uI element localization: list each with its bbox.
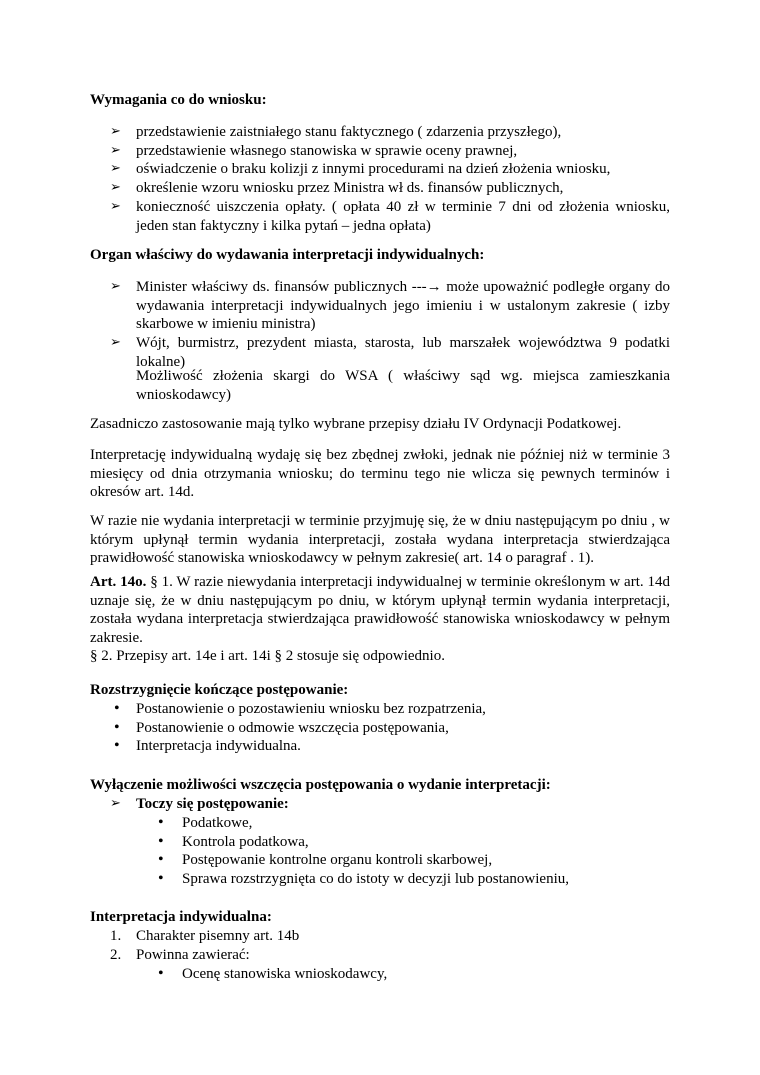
list-item: • Kontrola podatkowa, — [90, 833, 670, 852]
list-item: ➢ Toczy się postępowanie: — [90, 795, 670, 814]
list-item — [90, 927, 670, 946]
article-text: § 1. W razie niewydania interpretacji indywidualnej w terminie określonym w art. 14d uznaje się, że w dniu następującym po dniu, w którym upłynął termin wydania interpretacji, została wydana interpretacja stwierdzająca prawidłowość stanowiska wnioskodawcy w pełnym zakresie. — [90, 574, 670, 647]
paragraph: Zasadniczo zastosowanie mają tylko wybrane przepisy działu IV Ordynacji Podatkowej. — [90, 416, 622, 432]
decision-list — [90, 700, 670, 756]
authority-list — [90, 278, 670, 372]
list-item: • Postępowanie kontrolne organu kontroli skarbowej, — [90, 851, 670, 870]
interpretation-list — [90, 927, 670, 964]
list-item: • Podatkowe, — [90, 814, 670, 833]
exclusion-list — [90, 795, 670, 814]
list-item: ➢ oświadczenie o braku kolizji z innymi procedurami na dzień złożenia wniosku, — [90, 160, 670, 179]
item-number: 1. — [110, 928, 122, 944]
heading-interpretation: Interpretacja indywidualna: — [90, 909, 272, 925]
article-label: Art. 14o. — [90, 574, 147, 590]
complaint-note: Możliwość złożenia skargi do WSA ( właściwy sąd wg. miejsca zamieszkania wnioskodawcy) — [136, 368, 670, 403]
list-item: • Interpretacja indywidualna. — [90, 737, 670, 756]
item-text: Charakter pisemny art. 14b — [136, 928, 300, 944]
list-item: • Sprawa rozstrzygnięta co do istoty w decyzji lub postanowieniu, — [90, 870, 670, 889]
paragraph: Interpretację indywidualną wydaję się bez zbędnej zwłoki, jednak nie później niż w terminie 3 miesięcy od dnia otrzymania wniosku; do terminu tego nie wlicza się pewnych terminów i okresów art. 14d. — [90, 447, 670, 501]
contents-list — [90, 965, 670, 984]
list-item: ➢ przedstawienie własnego stanowiska w sprawie oceny prawnej, — [90, 142, 670, 161]
requirements-list — [90, 123, 670, 235]
list-item: ➢ Wójt, burmistrz, prezydent miasta, starosta, lub marszałek województwa 9 podatki lokalne) — [90, 334, 670, 371]
list-item: ➢ przedstawienie zaistniałego stanu faktycznego ( zdarzenia przyszłego), — [90, 123, 670, 142]
item-number: 2. — [110, 946, 122, 963]
proceedings-list — [90, 814, 670, 889]
heading-exclusion: Wyłączenie możliwości wszczęcia postępowania o wydanie interpretacji: — [90, 777, 551, 793]
list-item: ➢ konieczność uiszczenia opłaty. ( opłata 40 zł w terminie 7 dni od złożenia wniosku, jeden stan faktyczny i kilka pytań – jedna opłata) — [90, 198, 670, 235]
paragraph: W razie nie wydania interpretacji w terminie przyjmuję się, że w dniu następującym po dniu , w którym upłynął termin wydania interpretacji, została wydana interpretacja stwierdzająca prawidłowość stanowiska wnioskodawcy w pełnym zakresie( art. 14 o paragraf . 1). — [90, 513, 670, 567]
item-text: Powinna zawierać: — [136, 946, 250, 963]
list-item: • Postanowienie o pozostawieniu wniosku bez rozpatrzenia, — [90, 700, 670, 719]
list-item — [90, 946, 670, 965]
list-item: • Ocenę stanowiska wnioskodawcy, — [90, 965, 670, 984]
list-item: • Postanowienie o odmowie wszczęcia postępowania, — [90, 719, 670, 738]
list-item: ➢ Minister właściwy ds. finansów publicznych ---→ może upoważnić podległe organy do wydawania interpretacji indywidualnych jego imieniu i w ustalonym zakresie ( izby skarbowe w imieniu ministra) — [90, 278, 670, 334]
heading-requirements: Wymagania co do wniosku: — [90, 92, 267, 108]
heading-decision: Rozstrzygnięcie kończące postępowanie: — [90, 682, 349, 698]
article-paragraph-2: § 2. Przepisy art. 14e i art. 14i § 2 stosuje się odpowiednio. — [90, 648, 445, 664]
article-14o — [90, 573, 670, 648]
heading-authority: Organ właściwy do wydawania interpretacji indywidualnych: — [90, 247, 485, 263]
list-item: ➢ określenie wzoru wniosku przez Ministra wł ds. finansów publicznych, — [90, 179, 670, 198]
